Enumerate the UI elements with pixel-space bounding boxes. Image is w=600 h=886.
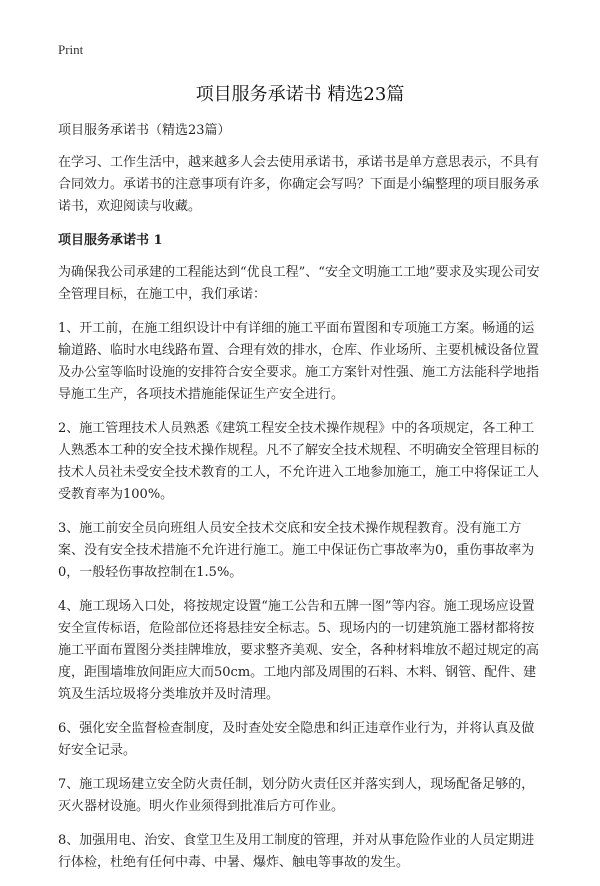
commitment-item-3: 3、施工前安全员向班组人员安全技术交底和安全技术操作规程教育。没有施工方案、没有安全技术措施不允许进行施工。施工中保证伤亡事故率为0，重伤事故率为0，一般轻伤事故控制在1.5%。 bbox=[58, 521, 535, 580]
commitment-item-4: 4、施工现场入口处，将按规定设置“施工公告和五牌一图”等内容。施工现场应设置安全宣传标语，危险部位还将悬挂安全标志。5、现场内的一切建筑施工器材都将按施工平面布置图分类挂牌堆放，要求整齐美观、安全，各种材料堆放不超过规定的高度，距围墙堆放间距应大而50cm。工地内部及周围的石料、木料、钢管、配件、建筑及生活垃圾将分类堆放并及时清理。 bbox=[58, 599, 540, 702]
commitment-item-1: 1、开工前，在施工组织设计中有详细的施工平面布置图和专项施工方案。畅通的运输道路、临时水电线路布置、合理有效的排水，仓库、作业场所、主要机械设备位置及办公室等临时设施的安排符合安全要求。施工方案针对性强、施工方法能科学地指导施工生产，各项技术措施能保证生产安全进行。 bbox=[58, 321, 540, 402]
commitment-item-2: 2、施工管理技术人员熟悉《建筑工程安全技术操作规程》中的各项规定，各工种工人熟悉本工种的安全技术操作规程。凡不了解安全技术规程、不明确安全管理目标的技术人员社未受安全技术教育的工人，不允许进入工地参加施工，施工中将保证工人受教育率为100%。 bbox=[58, 421, 540, 502]
commitment-item-7: 7、施工现场建立安全防火责任制，划分防火责任区并落实到人，现场配备足够的，灭火器材设施。明火作业须得到批准后方可作业。 bbox=[58, 777, 535, 814]
document-body bbox=[58, 120, 546, 886]
print-link[interactable]: Print bbox=[58, 42, 84, 57]
section-heading: 项目服务承诺书 1 bbox=[58, 233, 163, 248]
commitment-item-6: 6、强化安全监督检查制度，及时查处安全隐患和纠正违章作业行为，并将认真及做好安全记录。 bbox=[58, 721, 535, 758]
document-subtitle: 项目服务承诺书（精选23篇） bbox=[58, 123, 231, 138]
page-title: 项目服务承诺书 精选23篇 bbox=[195, 84, 405, 105]
intro-paragraph: 在学习、工作生活中，越来越多人会去使用承诺书，承诺书是单方意思表示，不具有合同效力。承诺书的注意事项有许多，你确定会写吗？下面是小编整理的项目服务承诺书，欢迎阅读与收藏。 bbox=[58, 155, 540, 214]
commitment-item-8: 8、加强用电、治安、食堂卫生及用工制度的管理，并对从事危险作业的人员定期进行体检，杜绝有任何中毒、中暑、爆炸、触电等事故的发生。 bbox=[58, 833, 535, 870]
section-lead-paragraph: 为确保我公司承建的工程能达到“优良工程”、“安全文明施工工地”要求及实现公司安全管理目标，在施工中，我们承诺： bbox=[58, 265, 540, 302]
